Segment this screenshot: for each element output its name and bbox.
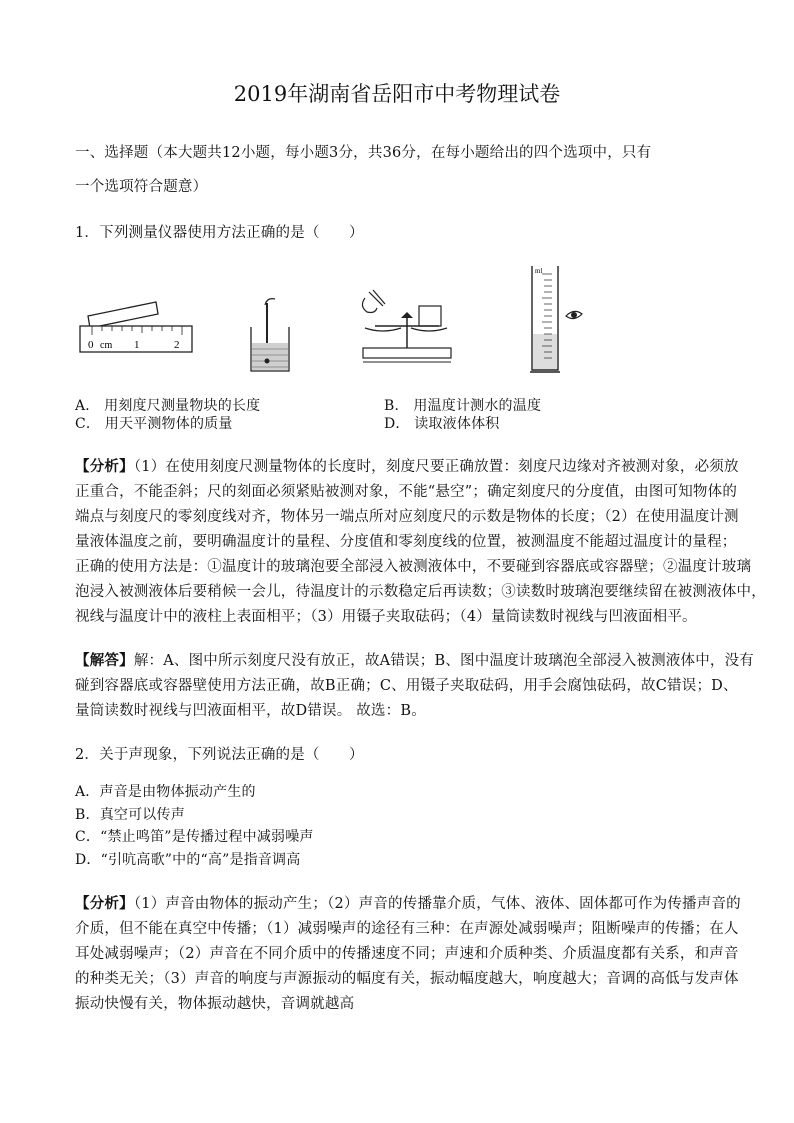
analysis-tag: 【分析】 <box>75 458 134 475</box>
q2-analysis-line: 【分析】（1）声音由物体的振动产生；（2）声音的传播靠介质，气体、液体、固体都可作为传播声音的 <box>75 895 741 912</box>
q2-analysis-line: 振动快慢有关，物体振动越快，音调就越高 <box>75 996 355 1012</box>
balance-figure <box>355 288 460 368</box>
q2-option-a: A．声音是由物体振动产生的 <box>75 784 256 800</box>
ruler-figure <box>78 298 198 360</box>
q2-option-b: B．真空可以传声 <box>75 807 185 823</box>
q1-option-b: B． 用温度计测水的温度 <box>384 398 542 414</box>
q2-analysis-line: 耳处减弱噪声；（2）声音在不同介质中的传播速度不同；声速和介质种类、介质温度都有关系，和声音 <box>75 946 739 962</box>
ruler-label-2: 2 <box>174 339 180 351</box>
q1-analysis-line: 泡浸入被测液体后要稍候一会儿，待温度计的示数稳定后再读数；③读数时玻璃泡要继续留在被测液体中， <box>75 584 766 600</box>
q1-answer-line: 【解答】解：A、图中所示刻度尺没有放正，故A错误；B、图中温度计玻璃泡全部浸入被测液体中，没有 <box>75 652 755 669</box>
q1-option-c: C． 用天平测物体的质量 <box>75 416 233 432</box>
q1-analysis-line: 正确的使用方法是：①温度计的玻璃泡要全部浸入被测液体中，不要碰到容器底或容器壁；②温度计玻璃 <box>75 559 752 575</box>
q2-stem: 2．关于声现象，下列说法正确的是（ ） <box>75 747 364 763</box>
q1-analysis-line: 量液体温度之前，要明确温度计的量程、分度值和零刻度线的位置，被测温度不能超过温度计的量程； <box>75 534 737 550</box>
ruler-label-unit: cm <box>100 340 113 351</box>
cylinder-unit-label: ml <box>535 267 543 275</box>
q1-analysis-line: 端点与刻度尺的零刻度线对齐，物体另一端点所对应刻度尺的示数是物体的长度；（2）在使用温度计测 <box>75 509 739 525</box>
ruler-label-1: 1 <box>134 339 140 351</box>
page-title: 2019年湖南省岳阳市中考物理试卷 <box>233 82 561 106</box>
section-heading: 一、选择题（本大题共12小题，每小题3分，共36分，在每小题给出的四个选项中，只有 <box>75 145 652 161</box>
q1-option-d: D． 读取液体体积 <box>384 416 500 432</box>
ruler-label-0: 0 <box>88 339 94 351</box>
q2-analysis-line: 介质，但不能在真空中传播；（1）减弱噪声的途径有三种：在声源处减弱噪声；阻断噪声的传播；在人 <box>75 921 739 937</box>
cylinder-figure <box>528 262 588 376</box>
q1-stem: 1．下列测量仪器使用方法正确的是（ ） <box>75 225 364 241</box>
q1-answer-line: 碰到容器底或容器壁使用方法正确，故B正确；C、用镊子夹取砝码，用手会腐蚀砝码，故C错误；D、 <box>75 678 738 694</box>
q1-analysis-line: 【分析】（1）在使用刻度尺测量物体的长度时，刻度尺要正确放置：刻度尺边缘对齐被测对象，必须放 <box>75 458 739 475</box>
answer-tag: 【解答】 <box>75 652 134 669</box>
q2-option-d: D．“引吭高歌”中的“高”是指音调高 <box>75 852 301 868</box>
q1-analysis-line: 视线与温度计中的液柱上表面相平；（3）用镊子夹取砝码；（4）量筒读数时视线与凹液面相平。 <box>75 609 697 625</box>
q1-analysis-line: 正重合，不能歪斜；尺的刻面必须紧贴被测对象，不能“悬空”；确定刻度尺的分度值，由图可知物体的 <box>75 484 738 500</box>
q2-analysis-line: 的种类无关；（3）声音的响度与声源振动的幅度有关，振动幅度越大，响度越大；音调的高低与发声体 <box>75 971 739 987</box>
q1-option-a: A． 用刻度尺测量物块的长度 <box>75 398 261 414</box>
thermometer-figure <box>245 295 295 375</box>
q1-answer-line: 量筒读数时视线与凹液面相平，故D错误。 故选：B。 <box>75 703 426 719</box>
analysis-tag: 【分析】 <box>75 895 134 912</box>
q2-option-c: C．“禁止鸣笛”是传播过程中减弱噪声 <box>75 829 314 845</box>
section-heading-cont: 一个选项符合题意） <box>75 179 208 195</box>
